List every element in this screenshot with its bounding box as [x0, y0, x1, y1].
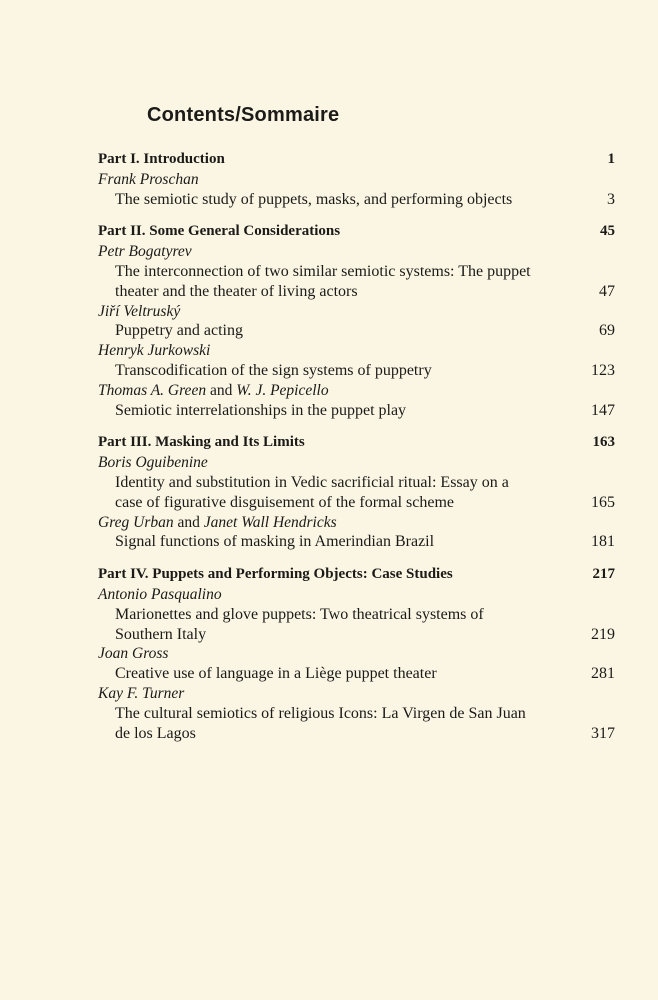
toc-part [98, 565, 618, 743]
author-name: Janet Wall Hendricks [203, 513, 337, 531]
page-number: 1 [607, 151, 615, 167]
page-number: 45 [600, 223, 615, 240]
author-line [98, 381, 618, 401]
chapter-title: case of figurative disguisement of the formal scheme [115, 493, 454, 511]
page-number: 163 [592, 434, 615, 451]
author-name: Henryk Jurkowski [98, 342, 211, 360]
chapter-title-line [98, 493, 618, 513]
author-name: Jiří Veltruský [98, 302, 181, 320]
part-title: Part I. Introduction [98, 151, 225, 167]
author-line [98, 170, 618, 190]
author-name: Kay F. Turner [98, 684, 185, 702]
chapter-title-line[interactable] [98, 605, 618, 625]
chapter-title: de los Lagos [115, 724, 196, 742]
chapter-title: Identity and substitution in Vedic sacrificial ritual: Essay on a [115, 473, 509, 491]
author-line [98, 585, 618, 605]
toc-part [98, 150, 618, 209]
author-line [98, 302, 618, 322]
author-name: Joan Gross [98, 645, 169, 663]
author-name: Greg Urban [98, 513, 174, 531]
author-line [98, 513, 618, 533]
author-name: Frank Proschan [98, 170, 199, 188]
chapter-title: Southern Italy [115, 625, 207, 643]
chapter-title: The semiotic study of puppets, masks, and performing objects [115, 190, 513, 208]
toc-part [98, 433, 618, 552]
part-title-row[interactable] [98, 150, 618, 170]
author-conjunction: and [177, 513, 200, 531]
chapter-title-line [98, 724, 618, 744]
part-title-row[interactable] [98, 565, 618, 585]
chapter-title-line [98, 625, 618, 645]
author-name: Antonio Pasqualino [98, 585, 222, 603]
page-number: 3 [607, 190, 615, 208]
chapter-title-line [98, 282, 618, 302]
chapter-title-line[interactable] [98, 262, 618, 282]
chapter-title-line[interactable] [98, 190, 618, 210]
chapter-title: The interconnection of two similar semiotic systems: The puppet [115, 262, 531, 280]
page-title: Contents/Sommaire [147, 104, 340, 126]
chapter-title: Signal functions of masking in Amerindian Brazil [115, 533, 435, 551]
author-conjunction: and [209, 381, 233, 399]
page-number: 69 [599, 322, 615, 340]
page-number: 217 [592, 566, 615, 583]
chapter-title: theater and the theater of living actors [115, 282, 358, 300]
chapter-title: Creative use of language in a Liège puppet theater [115, 665, 437, 683]
page-number: 165 [591, 493, 615, 511]
author-name: Boris Oguibenine [98, 454, 208, 472]
chapter-title: Transcodification of the sign systems of puppetry [115, 361, 432, 379]
author-line [98, 453, 618, 473]
chapter-title: Semiotic interrelationships in the puppet play [115, 401, 407, 419]
part-title-row[interactable] [98, 433, 618, 453]
author-name: Petr Bogatyrev [98, 243, 192, 261]
author-line [98, 242, 618, 262]
part-title: Part IV. Puppets and Performing Objects: Case Studies [98, 566, 453, 583]
chapter-title-line[interactable] [98, 473, 618, 493]
part-title: Part III. Masking and Its Limits [98, 434, 305, 451]
chapter-title: Marionettes and glove puppets: Two theatrical systems of [115, 605, 484, 623]
page-number: 123 [591, 361, 615, 379]
author-line [98, 684, 618, 704]
chapter-title-line[interactable] [98, 704, 618, 724]
author-line [98, 341, 618, 361]
chapter-title-line[interactable] [98, 664, 618, 684]
page-number: 281 [591, 665, 615, 683]
chapter-title-line[interactable] [98, 361, 618, 381]
page-number: 181 [591, 533, 615, 551]
chapter-title: Puppetry and acting [115, 322, 243, 340]
chapter-title-line[interactable] [98, 532, 618, 552]
page-number: 317 [591, 724, 615, 742]
table-of-contents [98, 150, 618, 756]
chapter-title-line[interactable] [98, 401, 618, 421]
author-name: W. J. Pepicello [236, 381, 329, 399]
page-number: 219 [591, 625, 615, 643]
author-line [98, 644, 618, 664]
chapter-title-line[interactable] [98, 321, 618, 341]
chapter-title: The cultural semiotics of religious Icons: La Virgen de San Juan [115, 704, 526, 722]
author-name: Thomas A. Green [98, 381, 207, 399]
page-number: 147 [591, 401, 615, 419]
part-title: Part II. Some General Considerations [98, 223, 341, 240]
toc-part [98, 222, 618, 420]
part-title-row[interactable] [98, 222, 618, 242]
page-number: 47 [599, 282, 615, 300]
